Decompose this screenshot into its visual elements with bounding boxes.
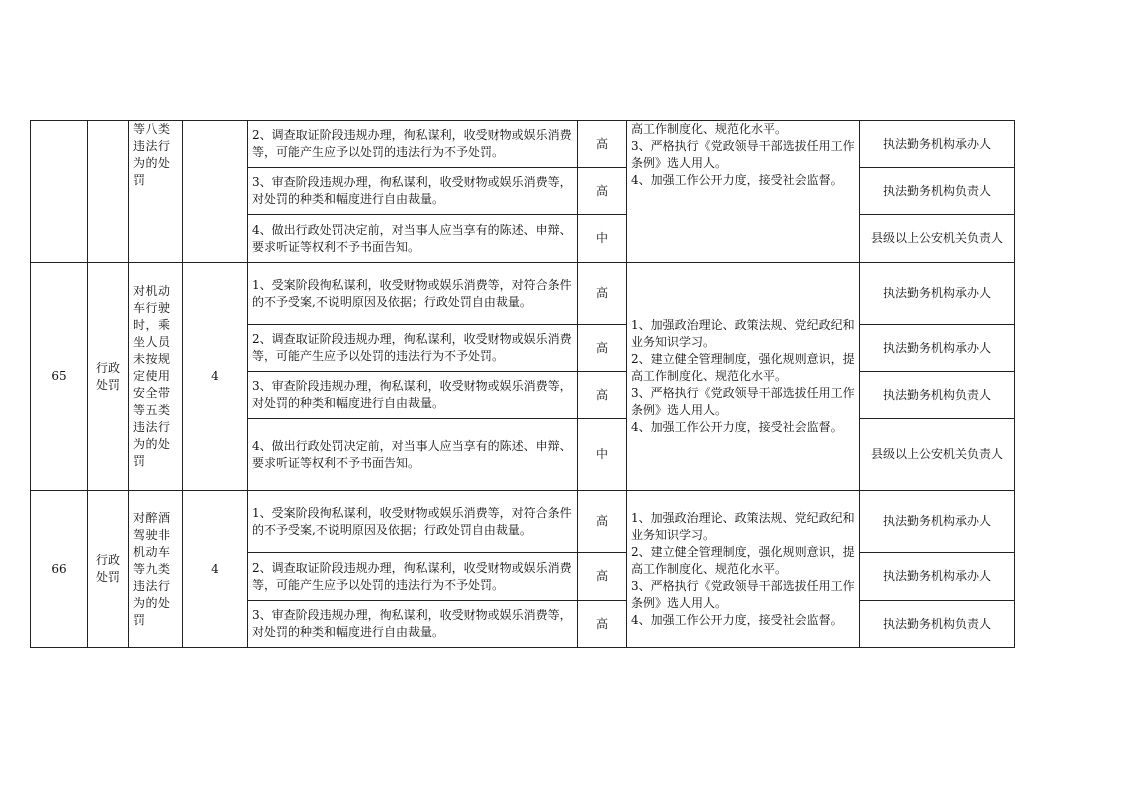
responsible-person: 执法勤务机构承办人 [860,121,1015,168]
risk-level: 高 [578,168,627,215]
risk-point: 2、调查取证阶段违规办理，徇私谋利，收受财物或娱乐消费等，可能产生应予以处罚的违法行为不予处罚。 [248,553,578,601]
measure-line: 2、建立健全管理制度，强化规则意识，提高工作制度化、规范化水平。 [631,544,855,576]
power-type: 行政处罚 [88,491,129,648]
risk-level: 高 [578,325,627,372]
measure-line: 4、加强工作公开力度，接受社会监督。 [631,420,843,434]
measure-line: 1、加强政治理论、政策法规、党纪政纪和业务知识学习。 [631,318,855,349]
table-row [31,121,1015,168]
measure-line: 4、加强工作公开力度，接受社会监督。 [631,612,843,627]
table-row [31,263,1015,325]
risk-count: 4 [183,263,248,491]
power-type [88,121,129,263]
power-type: 行政处罚 [88,263,129,491]
measure-line: 高工作制度化、规范化水平。 [631,122,788,136]
risk-level: 高 [578,372,627,419]
risk-level: 高 [578,553,627,601]
risk-level: 中 [578,419,627,491]
risk-point: 3、审查阶段违规办理，徇私谋利，收受财物或娱乐消费等，对处罚的种类和幅度进行自由裁量。 [248,168,578,215]
risk-point: 4、做出行政处罚决定前，对当事人应当享有的陈述、申辩、要求听证等权利不予书面告知。 [248,419,578,491]
risk-point: 1、受案阶段徇私谋利，收受财物或娱乐消费等，对符合条件的不予受案,不说明原因及依据；行政处罚自由裁量。 [248,491,578,553]
item-number: 65 [31,263,88,491]
measure-line: 4、加强工作公开力度，接受社会监督。 [631,173,843,187]
measure-line: 3、严格执行《党政领导干部选拔任用工作条例》选人用人。 [631,386,855,417]
item-name: 对机动车行驶时，乘坐人员未按规定使用安全带等五类违法行为的处罚 [129,263,183,491]
responsible-person: 执法勤务机构承办人 [860,553,1015,601]
responsible-person: 执法勤务机构承办人 [860,325,1015,372]
risk-point: 2、调查取证阶段违规办理，徇私谋利，收受财物或娱乐消费等，可能产生应予以处罚的违法行为不予处罚。 [248,325,578,372]
prevention-measures [627,263,860,491]
risk-count [183,121,248,263]
measure-line: 3、严格执行《党政领导干部选拔任用工作条例》选人用人。 [631,139,855,170]
risk-level: 高 [578,491,627,553]
prevention-measures [627,121,860,263]
responsible-person: 执法勤务机构承办人 [860,263,1015,325]
item-number: 66 [31,491,88,648]
risk-table [30,120,1015,648]
table-row [31,491,1015,553]
item-name: 等八类违法行为的处罚 [129,121,183,263]
responsible-person: 执法勤务机构承办人 [860,491,1015,553]
risk-level: 中 [578,215,627,263]
risk-level: 高 [578,121,627,168]
prevention-measures [627,491,860,648]
risk-point: 1、受案阶段徇私谋利，收受财物或娱乐消费等，对符合条件的不予受案,不说明原因及依据；行政处罚自由裁量。 [248,263,578,325]
risk-point: 3、审查阶段违规办理，徇私谋利，收受财物或娱乐消费等，对处罚的种类和幅度进行自由裁量。 [248,372,578,419]
risk-level: 高 [578,601,627,648]
risk-point: 3、审查阶段违规办理，徇私谋利，收受财物或娱乐消费等，对处罚的种类和幅度进行自由裁量。 [248,601,578,648]
responsible-person: 执法勤务机构负责人 [860,168,1015,215]
measure-line: 3、严格执行《党政领导干部选拔任用工作条例》选人用人。 [631,578,855,610]
measure-line: 2、建立健全管理制度，强化规则意识，提高工作制度化、规范化水平。 [631,352,855,383]
risk-point: 2、调查取证阶段违规办理，徇私谋利，收受财物或娱乐消费等，可能产生应予以处罚的违法行为不予处罚。 [248,121,578,168]
responsible-person: 执法勤务机构负责人 [860,601,1015,648]
risk-point: 4、做出行政处罚决定前，对当事人应当享有的陈述、申辩、要求听证等权利不予书面告知。 [248,215,578,263]
risk-count: 4 [183,491,248,648]
responsible-person: 执法勤务机构负责人 [860,372,1015,419]
responsible-person: 县级以上公安机关负责人 [860,419,1015,491]
item-name: 对醉酒驾驶非机动车等九类违法行为的处罚 [129,491,183,648]
responsible-person: 县级以上公安机关负责人 [860,215,1015,263]
measure-line: 1、加强政治理论、政策法规、党纪政纪和业务知识学习。 [631,510,855,542]
item-number [31,121,88,263]
risk-level: 高 [578,263,627,325]
